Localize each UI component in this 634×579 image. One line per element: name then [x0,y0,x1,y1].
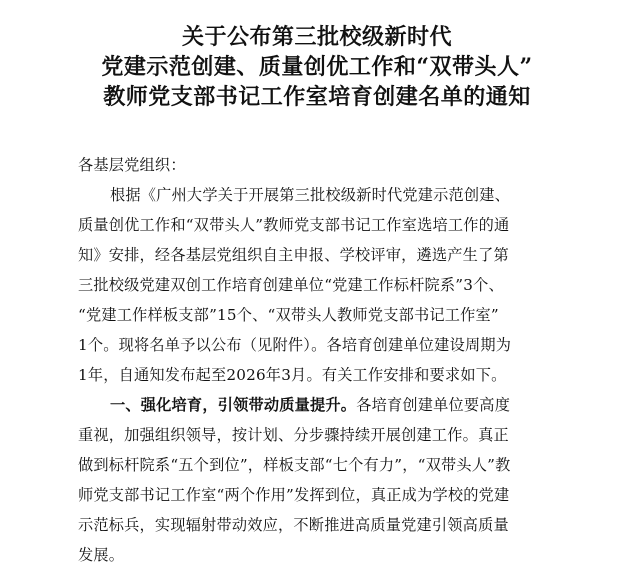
document-body [78,150,558,570]
paragraph-1-line-6: 1个。现将名单予以公布（见附件）。各培育创建单位建设周期为 [78,336,512,354]
paragraph-1-line-2: 质量创优工作和“双带头人”教师党支部书记工作室选培工作的通 [78,216,510,234]
title-line-3: 教师党支部书记工作室培育创建名单的通知 [103,84,531,110]
section-1-line-3: 做到标杆院系“五个到位”，样板支部“七个有力”，“双带头人”教 [78,456,511,474]
salutation: 各基层党组织： [78,156,186,174]
section-1-line-2: 重视，加强组织领导，按计划、分步骤持续开展创建工作。真正 [78,426,509,444]
section-1-line-6: 发展。 [78,546,125,564]
section-1-line-5: 示范标兵，实现辐射带动效应，不断推进高质量党建引领高质量 [78,516,509,534]
section-1-first-line [78,390,558,420]
section-1-line-4: 师党支部书记工作室“两个作用”发挥到位，真正成为学校的党建 [78,486,510,504]
paragraph-1-line-1: 根据《广州大学关于开展第三批校级新时代党建示范创建、 [110,186,511,204]
title-line-1: 关于公布第三批校级新时代 [181,24,452,50]
paragraph-1-line-5: “党建工作样板支部”15个、“双带头人教师党支部书记工作室” [78,306,499,324]
paragraph-1-line-4: 三批校级党建双创工作培育创建单位“党建工作标杆院系”3个、 [78,276,504,294]
document-title [0,22,634,112]
section-1-heading: 一、强化培育，引领带动质量提升。 [110,396,357,414]
title-line-2: 党建示范创建、质量创优工作和“双带头人” [101,54,533,80]
section-1-first-line-rest: 各培育创建单位要高度 [356,396,511,414]
paragraph-1-line-7: 1年，自通知发布起至2026年3月。有关工作安排和要求如下。 [78,366,507,384]
paragraph-1-line-3: 知》安排，经各基层党组织自主申报、学校评审，遴选产生了第 [78,246,509,264]
